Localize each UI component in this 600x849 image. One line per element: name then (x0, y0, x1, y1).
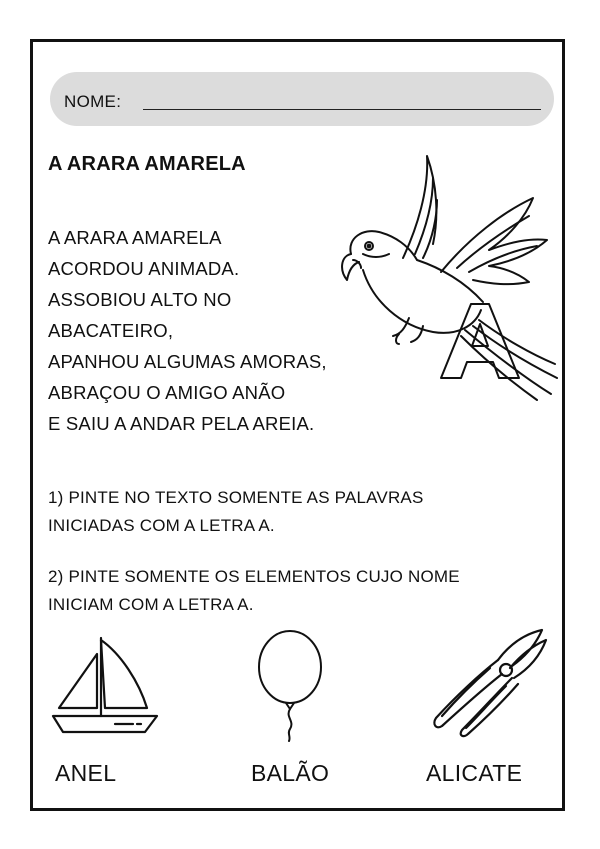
name-label: NOME: (64, 92, 122, 111)
story-title: A ARARA AMARELA (48, 153, 246, 175)
story-line: ASSOBIOU ALTO NO (48, 289, 232, 310)
balloon-icon[interactable] (255, 627, 325, 742)
question-2-line-1: 2) PINTE SOMENTE OS ELEMENTOS CUJO NOME (48, 567, 460, 586)
name-write-line[interactable] (143, 109, 541, 110)
story-line: APANHOU ALGUMAS AMORAS, (48, 351, 327, 372)
story-line: ABRAÇOU O AMIGO ANÃO (48, 382, 286, 403)
macaw-icon (333, 142, 558, 402)
story-line: ABACATEIRO, (48, 320, 174, 341)
question-1-line-2: INICIADAS COM A LETRA A. (48, 516, 275, 535)
question-1 (48, 484, 424, 540)
story-line: A ARARA AMARELA (48, 227, 222, 248)
story-text (48, 222, 327, 439)
question-2-line-2: INICIAM COM A LETRA A. (48, 595, 254, 614)
item-label-anel: ANEL (55, 760, 117, 786)
item-label-alicate: ALICATE (426, 760, 523, 786)
sailboat-icon[interactable] (49, 632, 159, 737)
question-1-line-1: 1) PINTE NO TEXTO SOMENTE AS PALAVRAS (48, 488, 424, 507)
story-line: E SAIU A ANDAR PELA AREIA. (48, 413, 315, 434)
name-field-bar (50, 72, 554, 126)
story-line: ACORDOU ANIMADA. (48, 258, 240, 279)
question-2 (48, 563, 460, 619)
worksheet-frame (30, 39, 565, 811)
item-label-balao: BALÃO (251, 760, 330, 786)
pliers-icon[interactable] (428, 626, 548, 738)
